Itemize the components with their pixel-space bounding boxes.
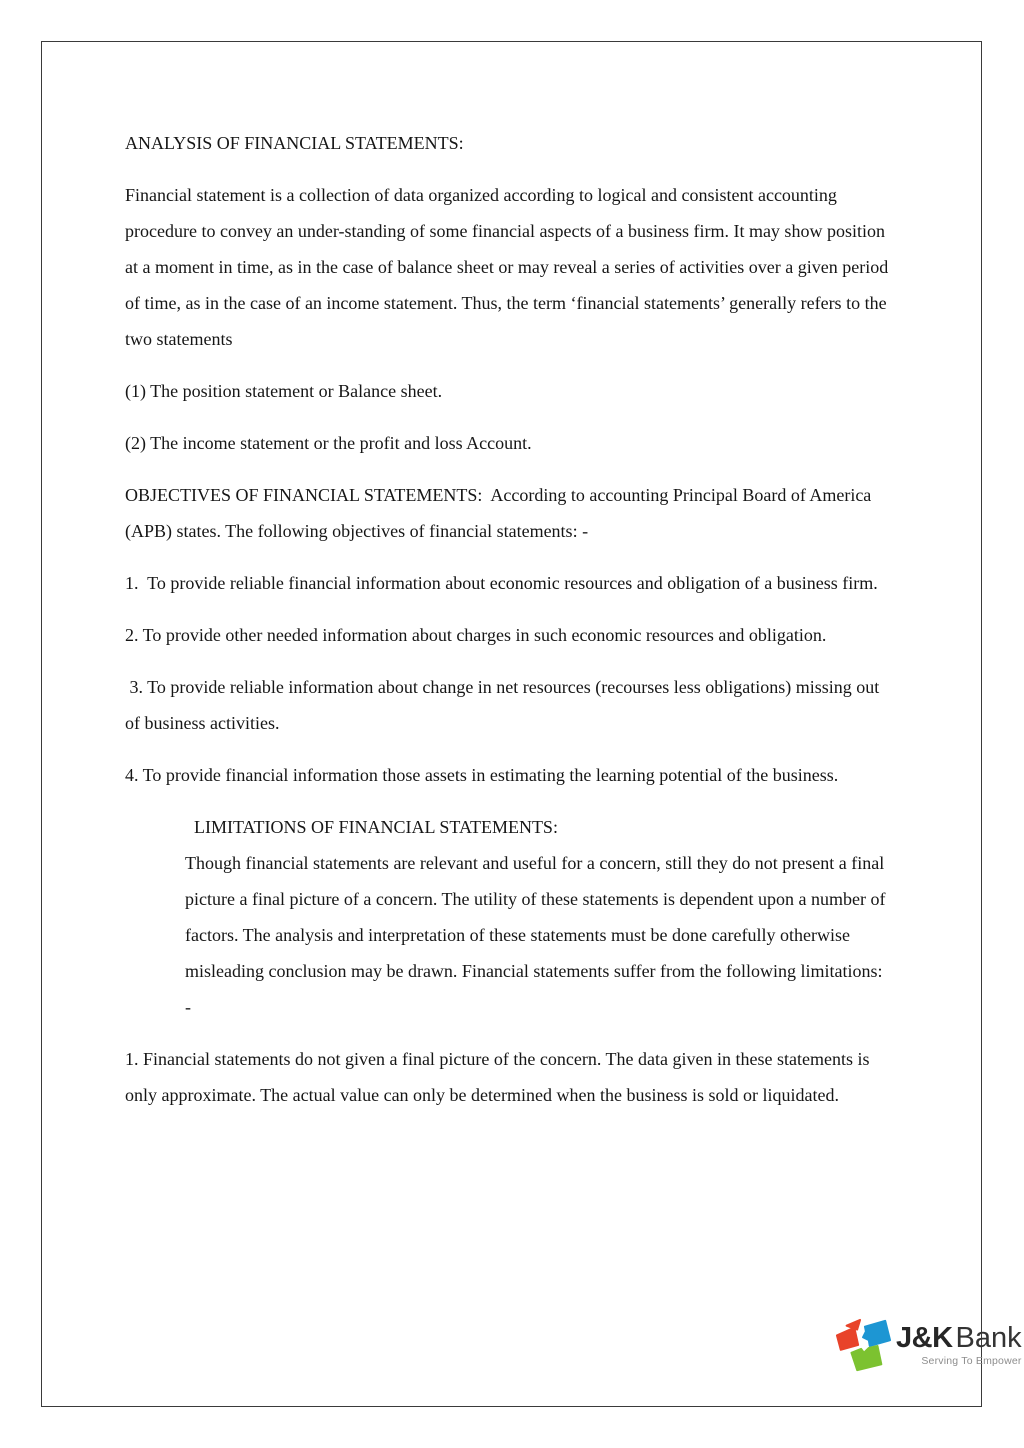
heading-limitations: LIMITATIONS OF FINANCIAL STATEMENTS: <box>194 817 558 837</box>
brand-bank: Bank <box>955 1321 1022 1354</box>
logo-tagline: Serving To Empower <box>921 1355 1022 1368</box>
page-border-frame <box>41 41 982 1407</box>
jk-bank-logo-icon <box>834 1318 892 1372</box>
jk-bank-brand-name <box>896 1323 1022 1353</box>
para-objectives-heading: OBJECTIVES OF FINANCIAL STATEMENTS: According to accounting Principal Board of America (APB) states. The following objectives of financial statements: - <box>125 485 876 541</box>
jk-bank-logo-text <box>896 1323 1022 1367</box>
jk-bank-logo <box>834 1318 1022 1372</box>
objective-item-3: 3. To provide reliable information about change in net resources (recourses less obligations) missing out of business activities. <box>125 677 884 733</box>
para-limitations-intro: Though financial statements are relevant and useful for a concern, still they do not present a final picture a final picture of a concern. The utility of these statements is dependent upon a number of factors. The analysis and interpretation of these statements must be done carefully otherwise misleading conclusion may be drawn. Financial statements suffer from the following limitations: - <box>185 853 890 1017</box>
brand-jk: J&K <box>896 1321 953 1354</box>
logo-green-shape <box>851 1346 881 1370</box>
objective-item-4: 4. To provide financial information those assets in estimating the learning potential of the business. <box>125 765 839 785</box>
para-intro: Financial statement is a collection of data organized according to logical and consistent accounting procedure to convey an under-standing of some financial aspects of a business firm. It may show position at a moment in time, as in the case of balance sheet or may reveal a series of activities over a given period of time, as in the case of an income statement. Thus, the term ‘financial statements’ generally refers to the two statements <box>125 185 893 349</box>
objective-item-1: 1. To provide reliable financial information about economic resources and obligation of a business firm. <box>125 573 878 593</box>
list-item-position-statement: (1) The position statement or Balance sheet. <box>125 381 443 401</box>
list-item-income-statement: (2) The income statement or the profit and loss Account. <box>125 433 532 453</box>
logo-red-quad <box>837 1328 858 1350</box>
limitation-item-1: 1. Financial statements do not given a final picture of the concern. The data given in these statements is only approximate. The actual value can only be determined when the business is sold or liquidated. <box>125 1049 874 1105</box>
limitations-section <box>185 809 893 1025</box>
document-content <box>125 125 893 1113</box>
heading-analysis: ANALYSIS OF FINANCIAL STATEMENTS: <box>125 133 464 153</box>
logo-blue-shape <box>863 1321 890 1346</box>
objective-item-2: 2. To provide other needed information about charges in such economic resources and obligation. <box>125 625 827 645</box>
